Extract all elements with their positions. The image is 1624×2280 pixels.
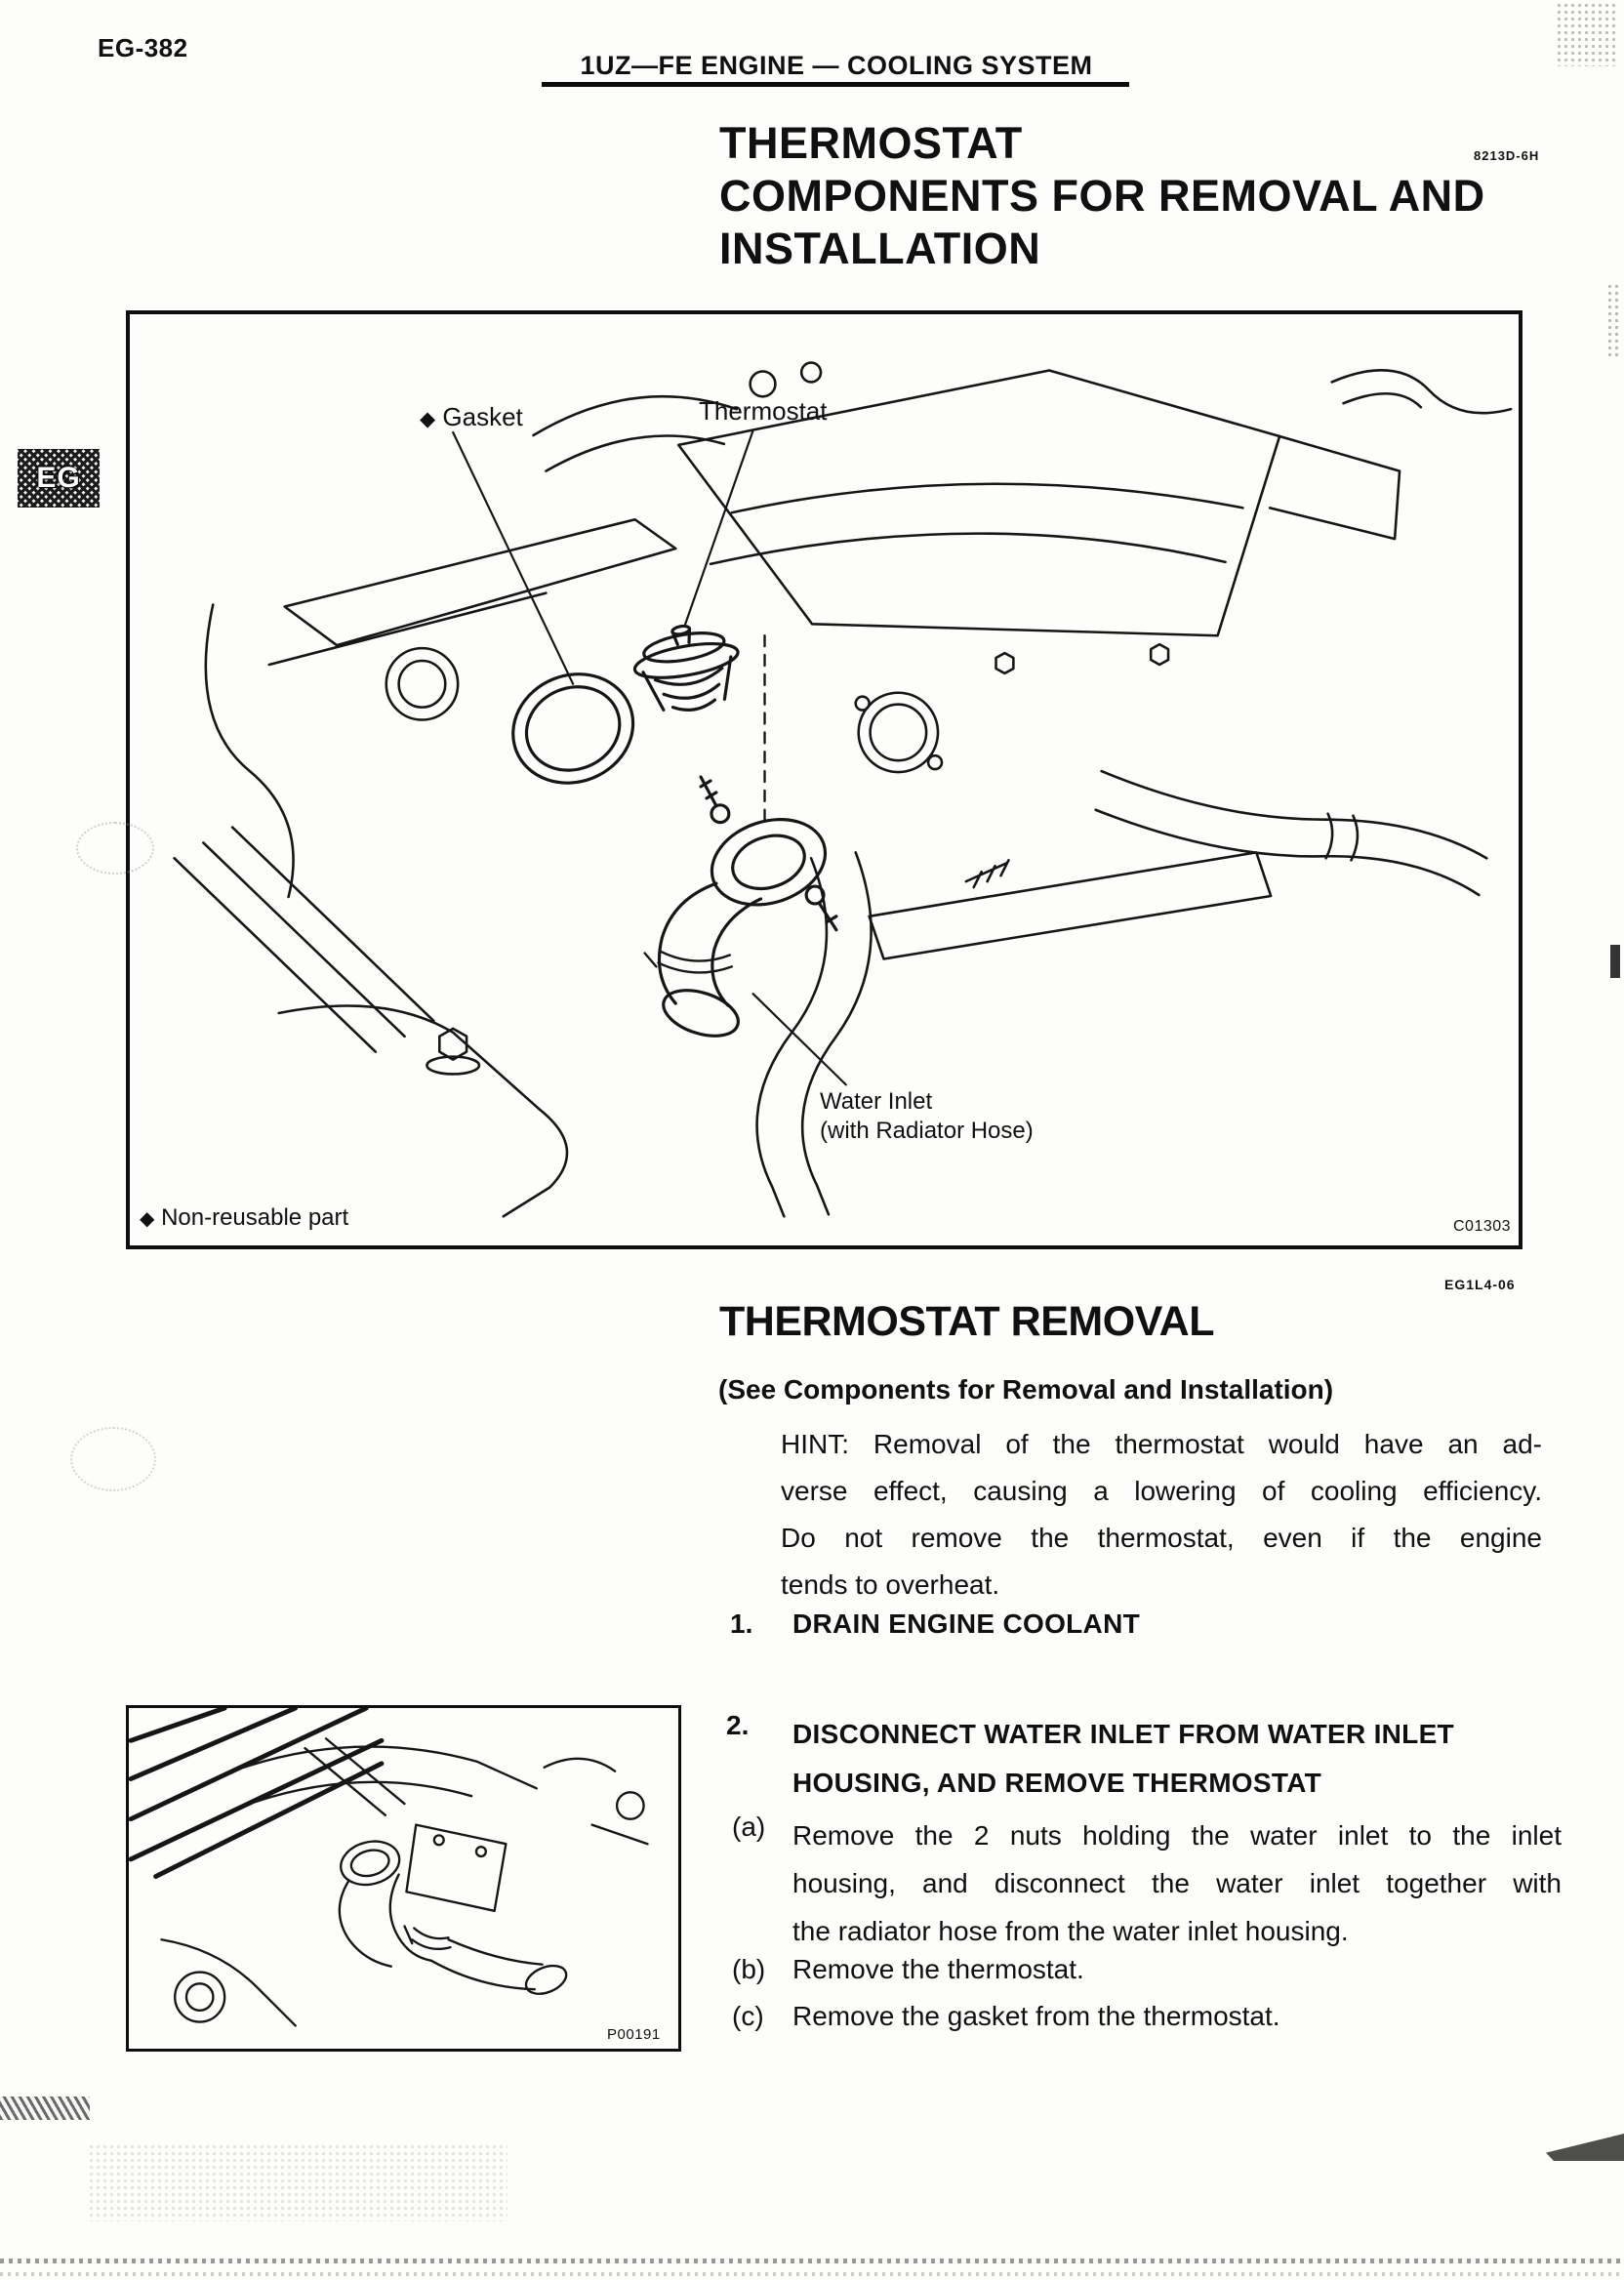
scan-artifact-bottom-line	[0, 2272, 1624, 2276]
hint-line-1: HINT: Removal of the thermostat would have an ad-	[781, 1429, 1542, 1459]
section-ref-code: EG1L4-06	[1444, 1277, 1516, 1292]
water-inlet-pipe-drawing	[659, 883, 715, 1003]
thermostat-part-drawing	[629, 617, 746, 718]
thermostat-leader-line	[685, 430, 752, 624]
title-ref-code: 8213D-6H	[1474, 148, 1540, 163]
scan-artifact-ring	[76, 822, 154, 875]
substep-a-line-1: Remove the 2 nuts holding the water inlet to the inlet	[792, 1820, 1562, 1851]
water-inlet-label-line-2: (with Radiator Hose)	[820, 1118, 1034, 1144]
scan-artifact-ring	[70, 1427, 156, 1491]
step1-number: 1.	[730, 1608, 753, 1639]
hint-paragraph	[781, 1421, 1542, 1608]
step2-number: 2.	[726, 1710, 750, 1740]
page-title-line-3: INSTALLATION	[719, 224, 1041, 273]
substep-c-text: Remove the gasket from the thermostat.	[792, 2001, 1280, 2031]
hose-clamp-drawing	[645, 952, 732, 973]
hint-line-4: tends to overheat.	[781, 1569, 1000, 1600]
step2-heading-line-2: HOUSING, AND REMOVE THERMOSTAT	[792, 1768, 1322, 1798]
figure1-thermostat-label: Thermostat	[699, 396, 828, 426]
page-code: EG-382	[98, 33, 188, 62]
figure1-code: C01303	[1453, 1218, 1512, 1235]
figure1-gasket-label	[420, 402, 523, 432]
gasket-label-text: Gasket	[442, 402, 523, 431]
substep-a-text	[792, 1812, 1562, 1955]
substep-a-label: (a)	[732, 1812, 766, 1842]
gasket-leader-line	[453, 432, 573, 684]
substep-c-label: (c)	[732, 2001, 764, 2031]
substep-b-label: (b)	[732, 1954, 766, 1984]
page-title-line-1: THERMOSTAT	[719, 118, 1023, 168]
substep-b-text: Remove the thermostat.	[792, 1954, 1084, 1984]
scan-artifact-hatch	[0, 2097, 90, 2120]
step2-heading-line-1: DISCONNECT WATER INLET FROM WATER INLET	[792, 1719, 1454, 1749]
step2-heading	[792, 1710, 1454, 1808]
hint-line-3: Do not remove the thermostat, even if the engine	[781, 1523, 1542, 1553]
step1-text: DRAIN ENGINE COOLANT	[792, 1608, 1140, 1639]
figure1-water-inlet-label	[820, 1087, 1034, 1146]
figure2-drawing-paths	[131, 1708, 647, 2025]
figure1-legend	[140, 1204, 348, 1232]
page-title-line-2: COMPONENTS FOR REMOVAL AND	[719, 171, 1485, 221]
figure2-box	[126, 1705, 681, 2052]
see-components-note: (See Components for Removal and Installation)	[718, 1374, 1334, 1405]
substep-a-line-3: the radiator hose from the water inlet housing.	[792, 1916, 1349, 1946]
scan-artifact-bottom-line	[0, 2259, 1624, 2263]
figure2-engine-drawing	[129, 1708, 678, 2049]
figure2-code: P00191	[607, 2026, 661, 2043]
scan-artifact-dots	[1556, 2, 1618, 66]
substep-a-line-2: housing, and disconnect the water inlet together with	[792, 1868, 1562, 1898]
legend-text: Non-reusable part	[161, 1204, 349, 1231]
section-heading: THERMOSTAT REMOVAL	[719, 1298, 1214, 1345]
non-reusable-diamond-icon: ◆	[420, 408, 436, 430]
scan-artifact-wedge	[1546, 2134, 1624, 2161]
water-inlet-label-line-1: Water Inlet	[820, 1088, 933, 1115]
section-tab-eg: EG	[18, 449, 100, 508]
page-header-title: 1UZ—FE ENGINE — COOLING SYSTEM	[580, 51, 1093, 80]
scan-artifact-dots	[88, 2143, 508, 2221]
scan-artifact-mark	[1610, 945, 1620, 978]
gasket-ring-drawing	[497, 656, 650, 800]
header-underline	[542, 82, 1129, 87]
scan-artifact-dots	[1606, 283, 1620, 356]
page-title	[719, 117, 1485, 275]
water-inlet-leader-line	[753, 994, 846, 1084]
hint-line-2: verse effect, causing a lowering of cooling efficiency.	[781, 1476, 1542, 1506]
non-reusable-diamond-icon: ◆	[140, 1208, 155, 1230]
